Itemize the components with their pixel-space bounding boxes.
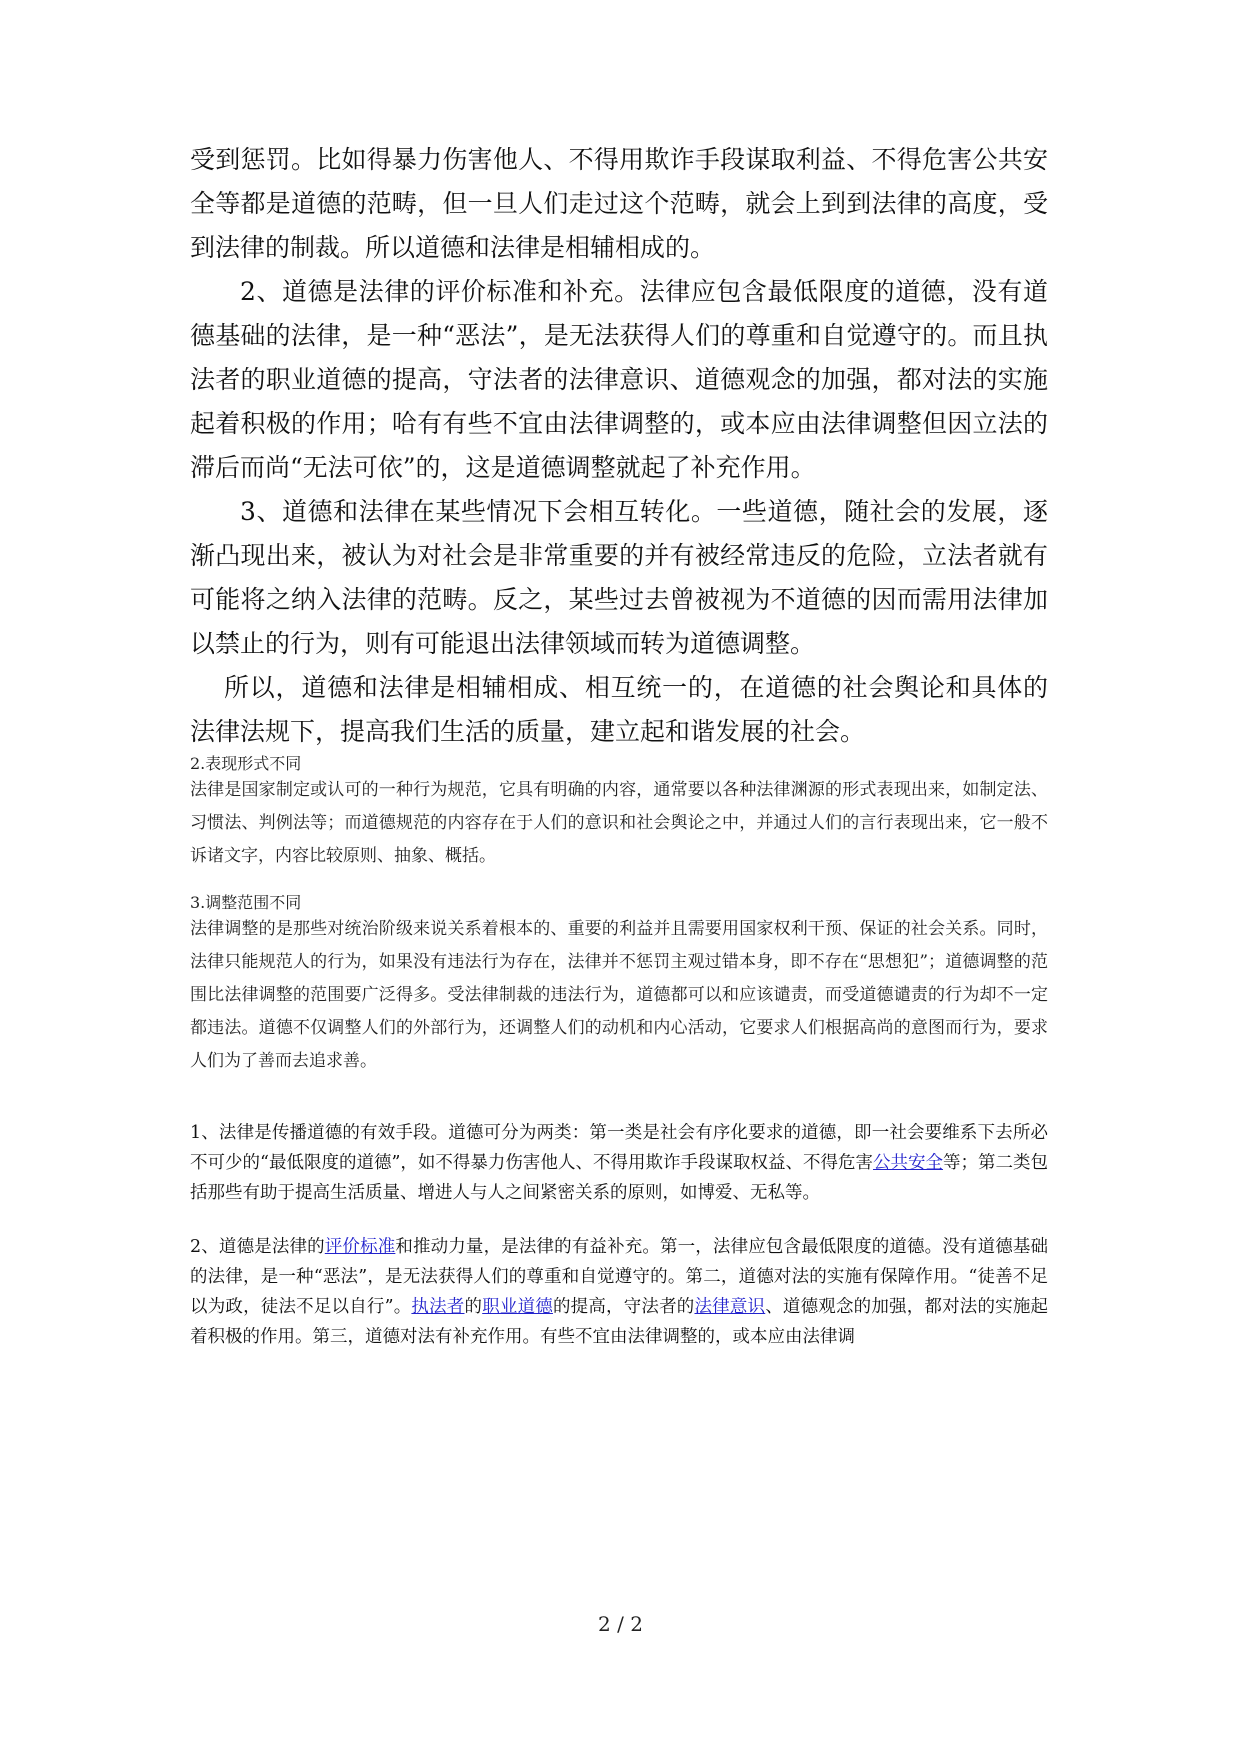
text-segment: 1、法律是传播道德的有效手段。道德可分为两类：第一类是社会有序化要求的道德，即一社会要维系下去所必不可少的“最低限度的道德”，如不得暴力伤害他人、不得用欺诈手段谋取权益、不得危害 xyxy=(190,1123,1048,1173)
text-segment: 等；第二类包括那些有助于提高生活质量、增进人与人之间紧密关系的原则，如博爱、无私等。 xyxy=(190,1153,1049,1203)
text-segment: 、道德观念的加强，都对法的实施起着积极的作用。第三，道德对法有补充作用。有些不宜由法律调整的，或本应由法律调 xyxy=(190,1297,1049,1347)
text-segment: 的提高，守法者的 xyxy=(552,1297,695,1317)
link-law-enforcer[interactable]: 执法者 xyxy=(411,1297,465,1317)
paragraph-mutual-transformation: 3、道德和法律在某些情况下会相互转化。一些道德，随社会的发展，逐渐凸现出来，被认为对社会是非常重要的并有被经常违反的危险，立法者就有可能将之纳入法律的范畴。反之，某些过去曾被视为不道德的因而需用法律加以禁止的行为，则有可能退出法律领域而转为道德调整。 xyxy=(190,497,1048,658)
paragraph-conclusion: 所以，道德和法律是相辅相成、相互统一的，在道德的社会舆论和具体的法律法规下，提高我们生活的质量，建立起和谐发展的社会。 xyxy=(190,673,1048,746)
heading-expression-form: 2.表现形式不同 xyxy=(190,754,302,773)
text-segment: 和推动力量，是法律的有益补充。第一，法律应包含最低限度的道德。没有道德基础的法律，是一种“恶法”，是无法获得人们的尊重和自觉遵守的。第二，道德对法的实施有保障作用。“徒善不足以为政，徒法不足以自行”。 xyxy=(190,1237,1049,1317)
heading-adjustment-scope: 3.调整范围不同 xyxy=(190,893,302,912)
paragraph-law-spreads-morality xyxy=(190,1118,1048,1208)
text-segment: 2、道德是法律的 xyxy=(190,1237,325,1257)
link-legal-awareness[interactable]: 法律意识 xyxy=(694,1297,766,1317)
text-segment: 的 xyxy=(464,1297,483,1317)
link-professional-ethics[interactable]: 职业道德 xyxy=(482,1297,553,1317)
paragraph-expression-form: 法律是国家制定或认可的一种行为规范，它具有明确的内容，通常要以各种法律渊源的形式表现出来，如制定法、习惯法、判例法等；而道德规范的内容存在于人们的意识和社会舆论之中，并通过人们的言行表现出来，它一般不诉诸文字，内容比较原则、抽象、概括。 xyxy=(190,780,1048,866)
link-public-safety[interactable]: 公共安全 xyxy=(872,1153,943,1173)
page-number: 2 / 2 xyxy=(598,1612,643,1636)
paragraph-evaluation-standard: 2、道德是法律的评价标准和补充。法律应包含最低限度的道德，没有道德基础的法律，是一种“恶法”，是无法获得人们的尊重和自觉遵守的。而且执法者的职业道德的提高，守法者的法律意识、道德观念的加强，都对法的实施起着积极的作用；哈有有些不宜由法律调整的，或本应由法律调整但因立法的滞后而尚“无法可依”的，这是道德调整就起了补充作用。 xyxy=(190,277,1048,482)
paragraph-morality-supplements-law xyxy=(190,1232,1048,1352)
paragraph-punishment: 受到惩罚。比如得暴力伤害他人、不得用欺诈手段谋取利益、不得危害公共安全等都是道德的范畴，但一旦人们走过这个范畴，就会上到到法律的高度，受到法律的制裁。所以道德和法律是相辅相成的。 xyxy=(190,145,1048,262)
paragraph-adjustment-scope: 法律调整的是那些对统治阶级来说关系着根本的、重要的利益并且需要用国家权利干预、保证的社会关系。同时，法律只能规范人的行为，如果没有违法行为存在，法律并不惩罚主观过错本身，即不存在“思想犯”；道德调整的范围比法律调整的范围要广泛得多。受法律制裁的违法行为，道德都可以和应该谴责，而受道德谴责的行为却不一定都违法。道德不仅调整人们的外部行为，还调整人们的动机和内心活动，它要求人们根据高尚的意图而行为，要求人们为了善而去追求善。 xyxy=(190,919,1048,1071)
link-evaluation-standard[interactable]: 评价标准 xyxy=(324,1237,396,1257)
